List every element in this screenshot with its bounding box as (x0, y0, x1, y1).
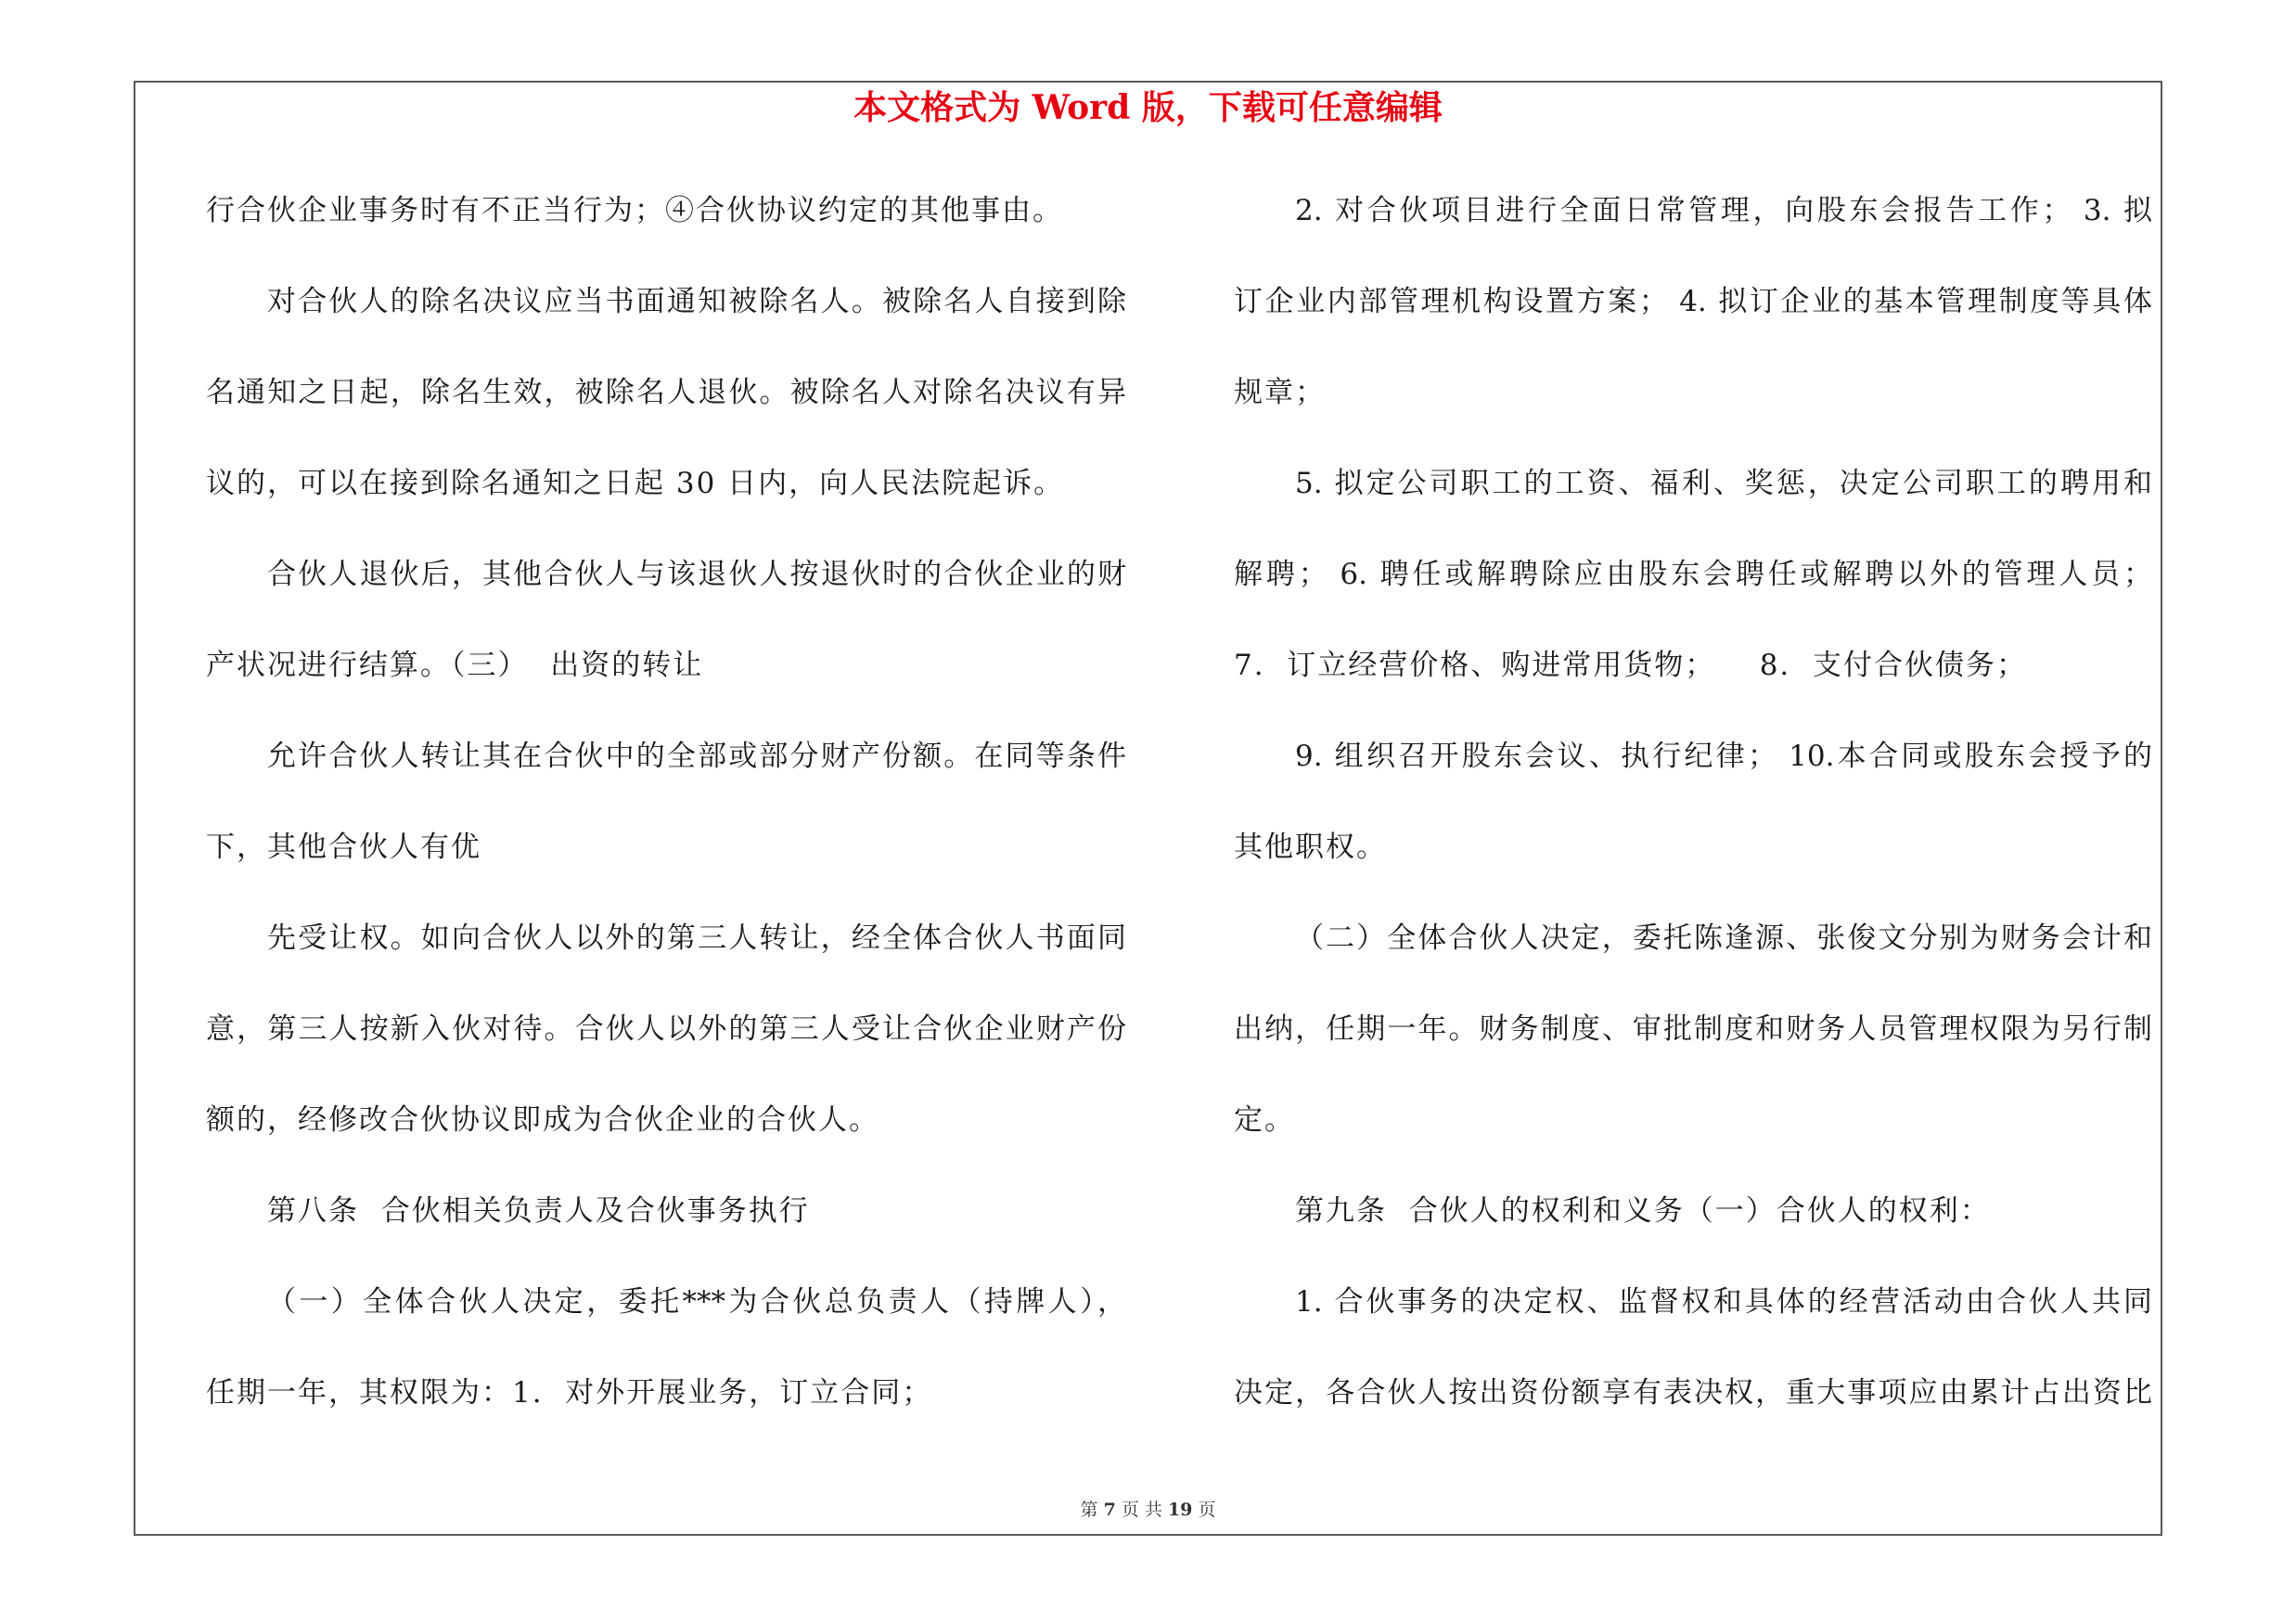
text-line: 行合伙企业事务时有不正当行为；④合伙协议约定的其他事由。 (206, 194, 1063, 227)
footer-middle: 页 共 (1115, 1500, 1168, 1520)
text-line: 额的，经修改合伙协议即成为合伙企业的合伙人。 (206, 1103, 879, 1137)
current-page-number: 7 (1103, 1500, 1116, 1520)
text-line: 意，第三人按新入伙对待。合伙人以外的第三人受让合伙企业财产份 (206, 1012, 1126, 1046)
text-line: 5. 拟定公司职工的工资、福利、奖惩，决定公司职工的聘用和 (1295, 467, 2152, 500)
text-line: 名通知之日起，除名生效，被除名人退伙。被除名人对除名决议有异 (206, 376, 1126, 409)
text-line: 允许合伙人转让其在合伙中的全部或部分财产份额。在同等条件 (267, 740, 1126, 773)
text-line: 订企业内部管理机构设置方案； 4. 拟订企业的基本管理制度等具体 (1234, 285, 2152, 318)
section-heading: 第八条 合伙相关负责人及合伙事务执行 (267, 1194, 810, 1228)
text-line: 下，其他合伙人有优 (206, 831, 481, 864)
text-line: 决定，各合伙人按出资份额享有表决权，重大事项应由累计占出资比 (1234, 1376, 2152, 1410)
text-line: 对合伙人的除名决议应当书面通知被除名人。被除名人自接到除 (267, 285, 1126, 318)
text-line: 9. 组织召开股东会议、执行纪律； 10.本合同或股东会授予的 (1295, 740, 2152, 773)
text-line: 出纳，任期一年。财务制度、审批制度和财务人员管理权限为另行制 (1234, 1012, 2152, 1046)
document-header-title: 本文格式为 Word 版，下载可任意编辑 (853, 88, 1443, 127)
text-line: 合伙人退伙后，其他合伙人与该退伙人按退伙时的合伙企业的财 (267, 558, 1126, 591)
text-line: （二）全体合伙人决定，委托陈逢源、张俊文分别为财务会计和 (1295, 921, 2152, 955)
total-pages-number: 19 (1167, 1500, 1193, 1520)
right-column (1234, 165, 2152, 1438)
text-line: （一）全体合伙人决定，委托***为合伙总负责人（持牌人）， (267, 1285, 1126, 1319)
text-line: 定。 (1234, 1103, 1295, 1137)
page-number-footer (0, 1498, 2296, 1522)
text-line: 任期一年，其权限为：1. 对外开展业务，订立合同； (206, 1376, 933, 1410)
text-line: 其他职权。 (1234, 831, 1387, 864)
text-line: 规章； (1234, 376, 1326, 409)
section-heading: 第九条 合伙人的权利和义务（一）合伙人的权利： (1295, 1194, 1991, 1228)
left-column (206, 165, 1126, 1438)
text-line: 产状况进行结算。（三） 出资的转让 (206, 649, 704, 682)
text-line: 先受让权。如向合伙人以外的第三人转让，经全体合伙人书面同 (267, 921, 1126, 955)
text-line: 2. 对合伙项目进行全面日常管理，向股东会报告工作； 3. 拟 (1295, 194, 2152, 227)
footer-prefix: 第 (1080, 1500, 1104, 1520)
text-line: 1. 合伙事务的决定权、监督权和具体的经营活动由合伙人共同 (1295, 1285, 2152, 1319)
text-line: 解聘； 6. 聘任或解聘除应由股东会聘任或解聘以外的管理人员； (1234, 558, 2152, 591)
footer-suffix: 页 (1192, 1500, 1216, 1520)
text-line: 7. 订立经营价格、购进常用货物； 8. 支付合伙债务； (1234, 649, 2027, 682)
text-line: 议的，可以在接到除名通知之日起 30 日内，向人民法院起诉。 (206, 467, 1065, 500)
